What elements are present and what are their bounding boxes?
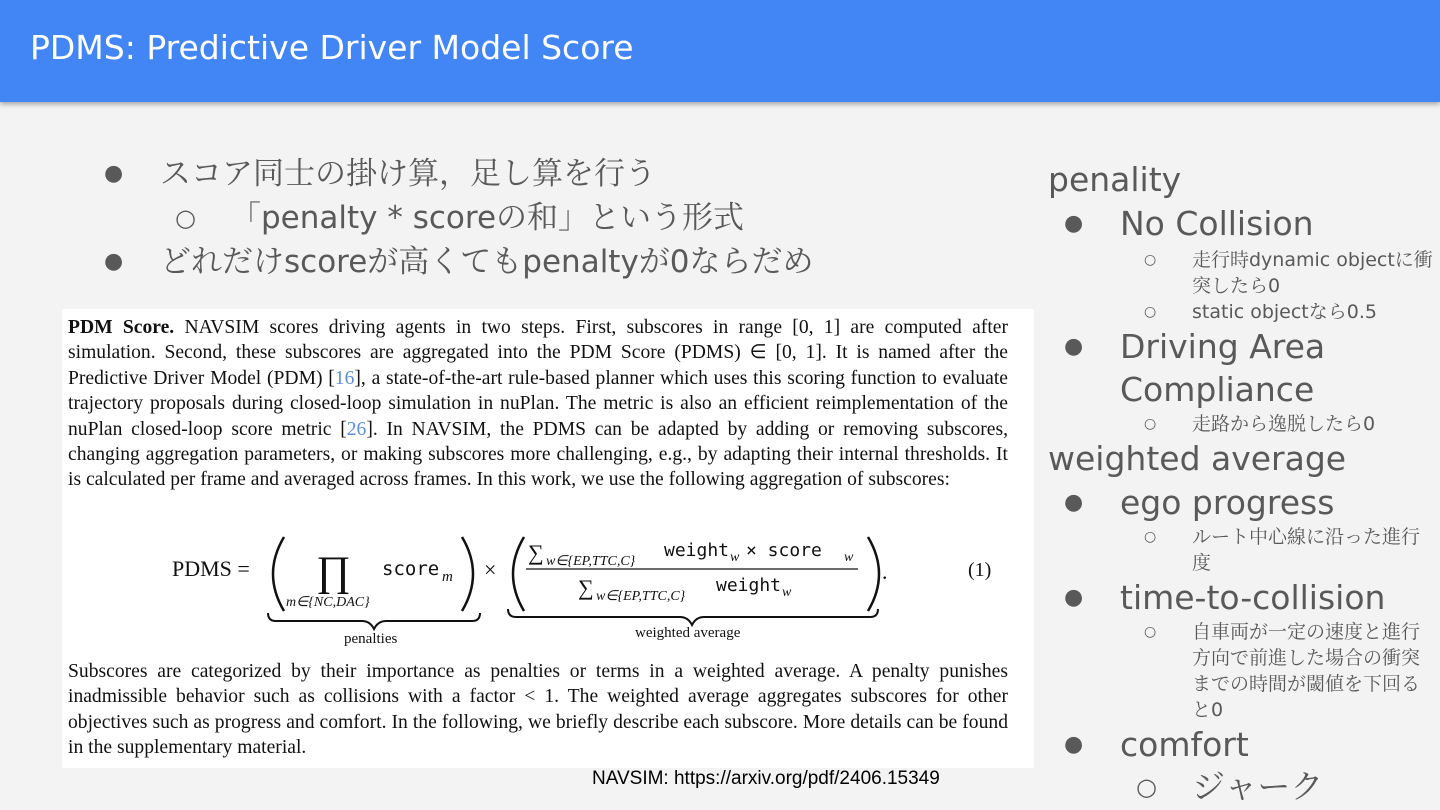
sub-item-text: ルート中心線に沿った進行度 (1192, 526, 1421, 574)
sub-item-text: 自車両が一定の速度と進行方向で前進した場合の衝突までの時間が閾値を下回ると0 (1192, 621, 1421, 721)
weighted-item (1048, 481, 1433, 524)
numerator-weight-subscript: w (730, 550, 740, 565)
bullet-text: スコア同士の掛け算，足し算を行う (160, 156, 656, 192)
equation-number: (1) (968, 559, 992, 581)
sub-item-text: 走行時dynamic objectに衝突したら0 (1192, 249, 1433, 297)
numerator-subscript: w∈{EP,TTC,C} (546, 554, 636, 569)
bullet-text: どれだけscoreが高くてもpenaltyが0ならだめ (160, 244, 814, 280)
main-bullets (100, 152, 1000, 284)
citation-link[interactable]: 26 (346, 418, 367, 440)
denominator-subscript: w∈{EP,TTC,C} (596, 589, 686, 604)
score-m: score (382, 558, 440, 580)
penalties-label: penalties (344, 631, 398, 647)
bullet-item (100, 240, 1000, 284)
sub-item (1048, 524, 1433, 576)
sub-item-text: ジャーク (1192, 767, 1324, 806)
paragraph-text: ], a state-of-the-art rule-based planner which uses this scoring function to evaluate trajectory proposals during closed-loop simulation in nuPlan. The metric is also an efficient reimplementation of the nuPlan closed-loop score metric [ (68, 367, 1008, 440)
pdms-equation (62, 529, 1034, 649)
sub-item (1048, 299, 1433, 325)
bullet-circle-icon: ○ (1144, 416, 1157, 432)
bullet-circle-icon: ○ (1144, 624, 1157, 640)
item-title: No Collision (1120, 204, 1314, 243)
item-title: ego progress (1120, 483, 1335, 522)
product-subscript: m∈{NC,DAC} (286, 595, 370, 610)
weighted-heading: weighted average (1048, 439, 1347, 478)
source-citation: NAVSIM: https://arxiv.org/pdf/2406.15349 (592, 768, 940, 789)
sub-bullet-item (100, 196, 1000, 240)
score-m-subscript: m (442, 569, 453, 585)
subscore-outline (1048, 158, 1433, 808)
item-title: time-to-collision (1120, 578, 1386, 617)
slide-header (0, 0, 1440, 102)
numerator-weight: weight (664, 540, 730, 561)
equation-lhs: PDMS = (172, 556, 250, 581)
bullet-dot-icon: ● (104, 249, 124, 274)
penalty-item (1048, 325, 1433, 411)
paragraph-text: ]. In NAVSIM, the PDMS can be adapted by adding or removing subscores, changing aggregation parameters, or making subscores more challenging, e.g., by adapting their internal thresholds. It is calculated per frame and averaged across frames. In this work, we use the following aggregation of subscores: (68, 418, 1008, 491)
penalty-item (1048, 202, 1433, 245)
bullet-dot-icon: ● (104, 161, 124, 186)
equation-period: . (882, 559, 888, 584)
item-title: comfort (1120, 725, 1249, 764)
bullet-circle-icon: ○ (1144, 529, 1157, 545)
sub-item (1048, 247, 1433, 299)
denominator-weight: weight (716, 575, 782, 596)
bullet-text: 「penalty * scoreの和」という形式 (230, 200, 745, 236)
bullet-circle-icon: ○ (1136, 773, 1157, 801)
slide-title: PDMS: Predictive Driver Model Score (30, 28, 634, 67)
penalty-heading: penality (1048, 160, 1182, 199)
numerator-score: × score (746, 540, 822, 561)
weighted-item (1048, 576, 1433, 619)
product-symbol: ∏ (316, 549, 351, 595)
denominator-weight-subscript: w (782, 585, 792, 600)
bullet-dot-icon: ● (1064, 732, 1084, 757)
weighted-item (1048, 723, 1433, 766)
item-title: Driving Area Compliance (1120, 327, 1326, 409)
sub-item (1048, 766, 1433, 808)
sub-item-text: 走路から逸脱したら0 (1192, 413, 1376, 435)
paragraph-lead: PDM Score. (68, 317, 175, 338)
bullet-dot-icon: ● (1064, 585, 1084, 610)
weighted-average-label: weighted average (635, 625, 741, 641)
paragraph-text: NAVSIM scores driving agents in two steps. First, subscores in range [0, 1] are computed after simulation. Second, these subscores are aggregated into the PDM Score (PDMS) ∈ [0, 1]. It is named after the Predictive Driver Model (PDM) [ (68, 317, 1008, 389)
numerator-sum: ∑ (528, 540, 544, 565)
bullet-dot-icon: ● (1064, 211, 1084, 236)
bullet-item (100, 152, 1000, 196)
bullet-dot-icon: ● (1064, 490, 1084, 515)
denominator-sum: ∑ (578, 575, 594, 600)
bullet-circle-icon: ○ (1144, 252, 1157, 268)
bullet-circle-icon: ○ (175, 204, 196, 232)
sub-item (1048, 411, 1433, 437)
times-sign: × (484, 557, 497, 582)
paper-excerpt (62, 309, 1034, 768)
paper-paragraph-2: Subscores are categorized by their importance as penalties or terms in a weighted average. A penalty punishes inadmissible behavior such as collisions with a factor < 1. The weighted average aggregates subscores for other objectives such as progress and comfort. In the following, we briefly describe each subscore. More details can be found in the supplementary material. (68, 661, 1008, 759)
sub-item (1048, 619, 1433, 723)
bullet-circle-icon: ○ (1144, 304, 1157, 320)
numerator-score-subscript: w (844, 550, 854, 565)
bullet-dot-icon: ● (1064, 334, 1084, 359)
sub-item-text: static objectなら0.5 (1192, 301, 1377, 323)
citation-link[interactable]: 16 (334, 367, 355, 389)
paper-paragraph-1 (68, 315, 1008, 493)
